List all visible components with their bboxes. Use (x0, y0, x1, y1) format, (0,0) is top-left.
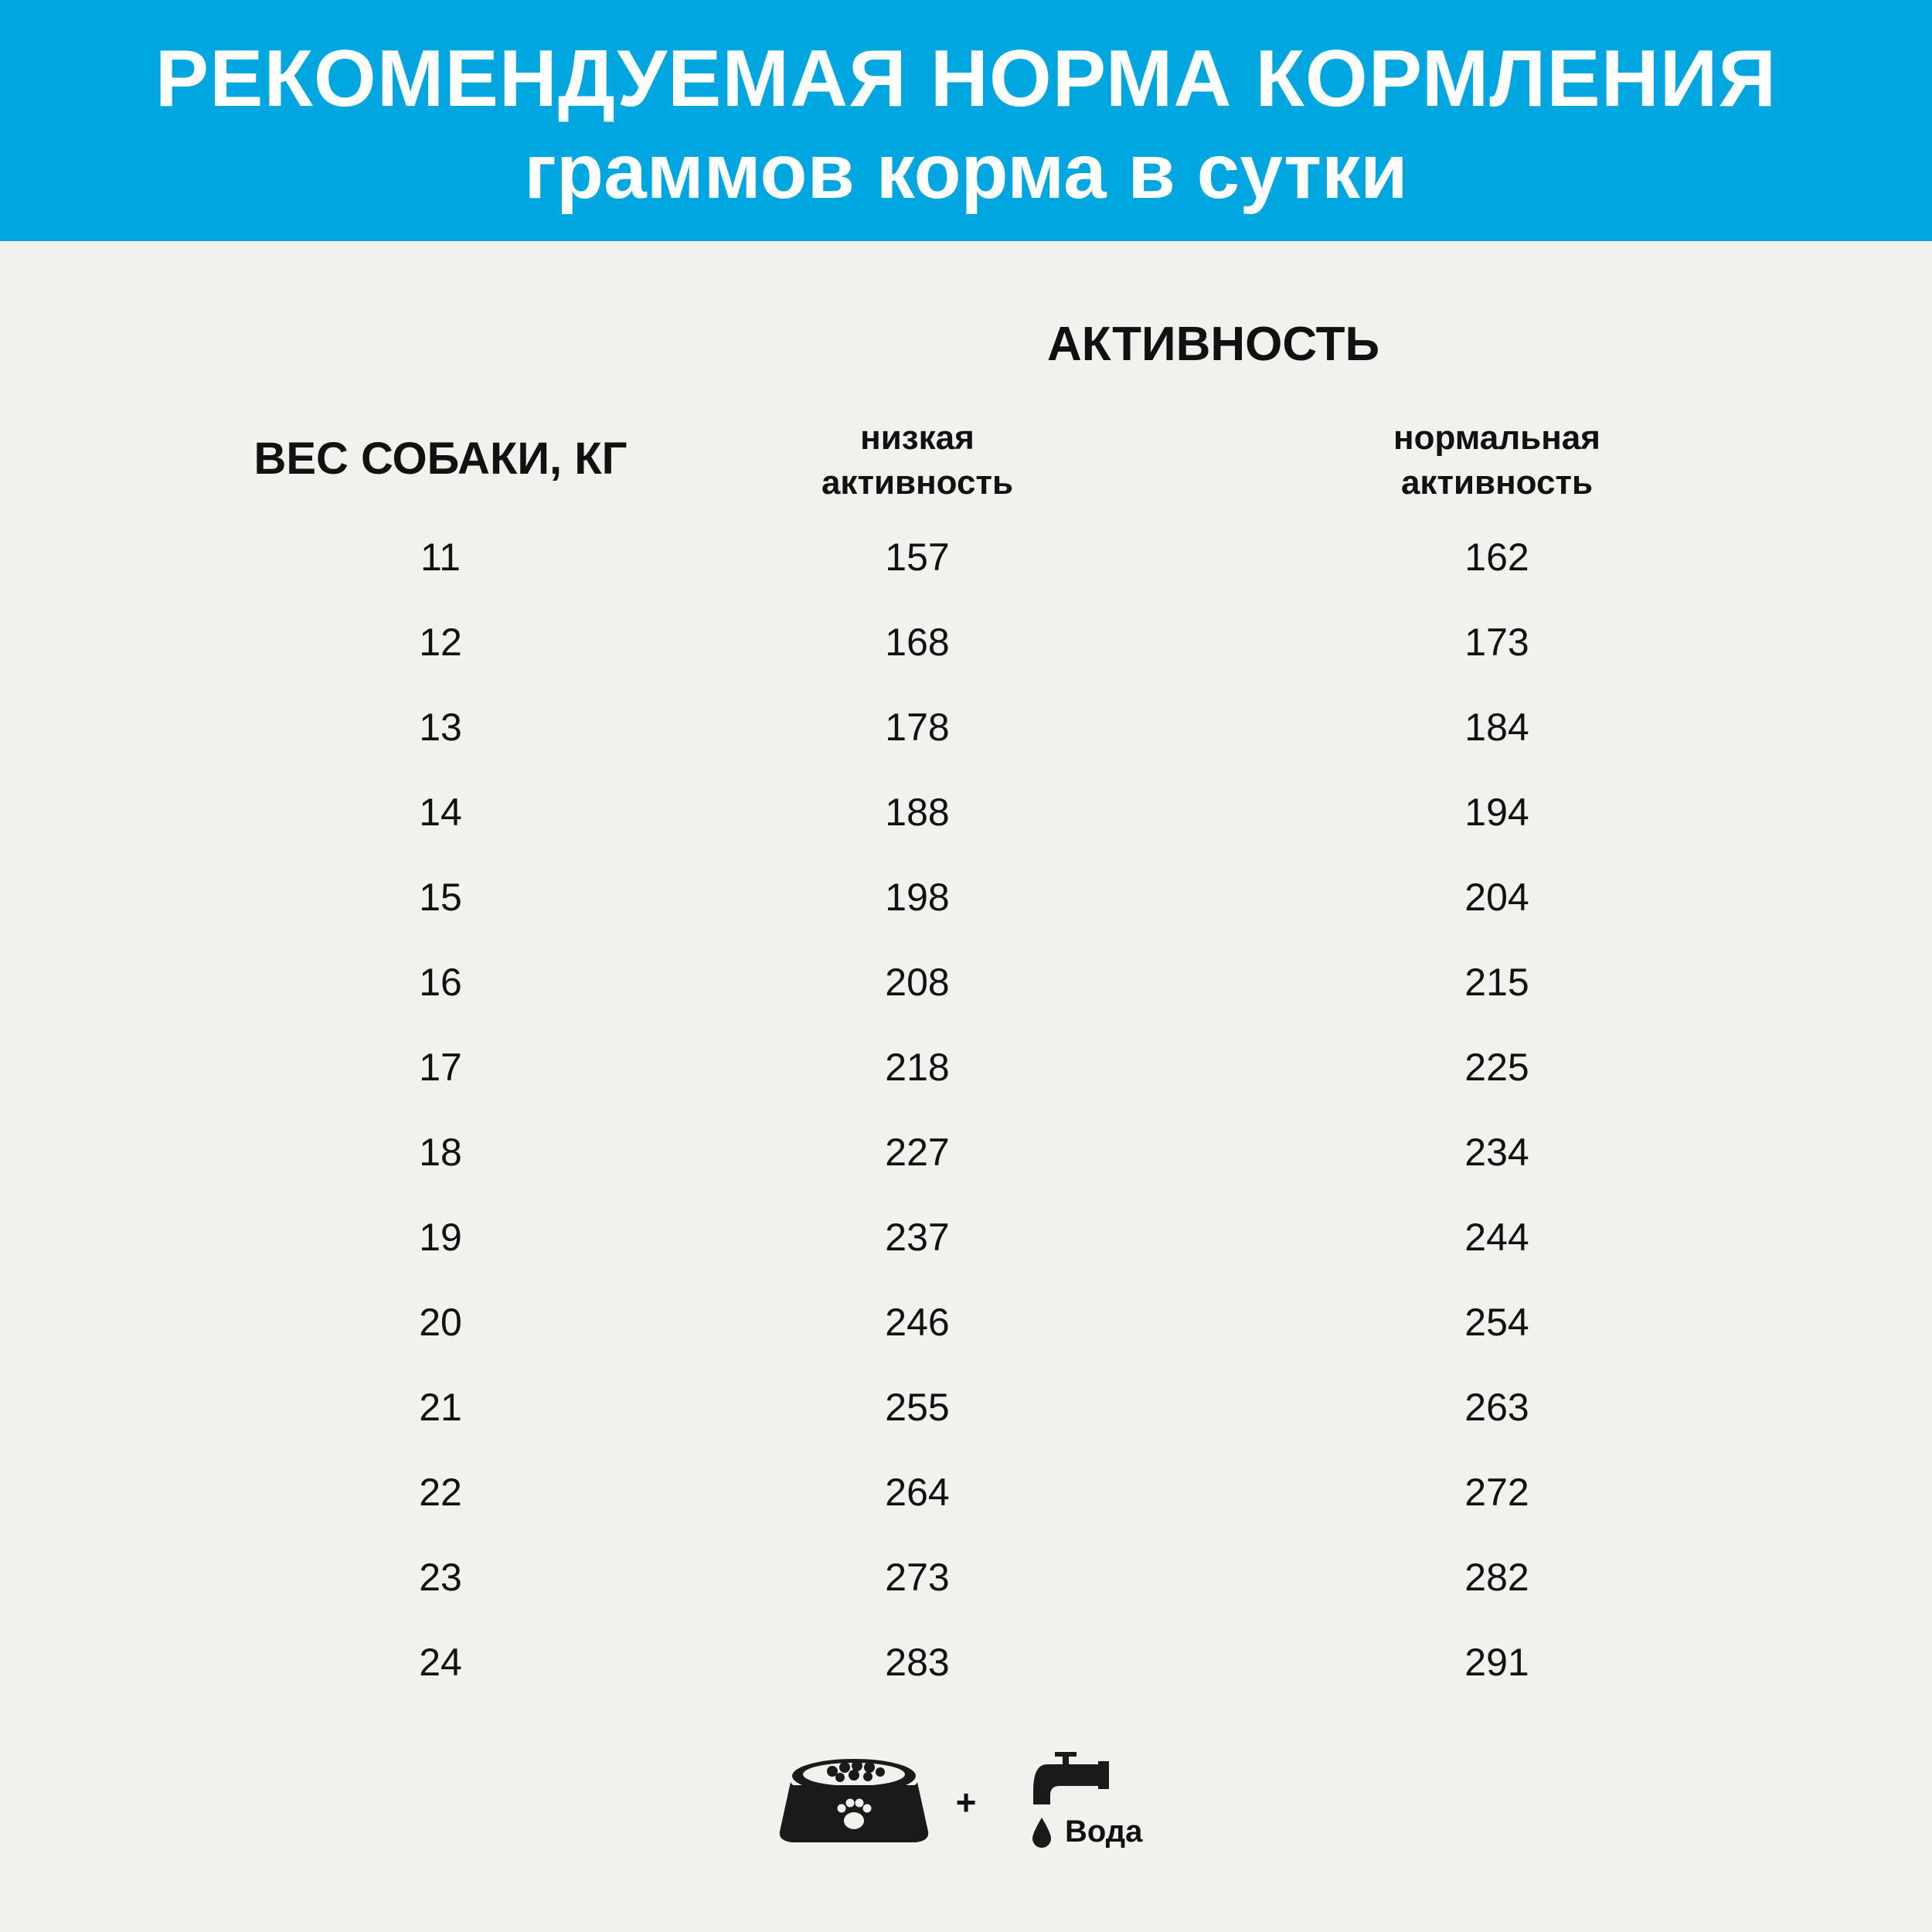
normal-activity-cell: 173 (1464, 621, 1529, 664)
dog-food-bowl-icon (777, 1754, 931, 1847)
table-row (0, 1128, 1932, 1213)
normal-activity-cell: 215 (1464, 961, 1529, 1004)
plus-sign: + (955, 1782, 977, 1822)
table-row (0, 1213, 1932, 1298)
low-activity-column-header (685, 416, 1149, 505)
table-row (0, 1638, 1932, 1723)
table-row (0, 958, 1932, 1043)
weight-cell: 24 (419, 1641, 462, 1684)
normal-activity-cell: 184 (1464, 706, 1529, 749)
normal-activity-cell: 225 (1464, 1046, 1529, 1089)
feeding-table-body (0, 533, 1932, 1723)
weight-cell: 22 (419, 1471, 462, 1514)
low-activity-cell: 218 (885, 1046, 950, 1089)
normal-activity-cell: 254 (1464, 1301, 1529, 1344)
water-label: Вода (1065, 1815, 1143, 1849)
low-activity-cell: 188 (885, 791, 950, 834)
low-activity-cell: 227 (885, 1131, 950, 1174)
page-title: РЕКОМЕНДУЕМАЯ НОРМА КОРМЛЕНИЯ (155, 34, 1777, 124)
water-tap-icon (1024, 1750, 1117, 1812)
weight-cell: 13 (419, 706, 462, 749)
table-row (0, 1553, 1932, 1638)
weight-cell: 21 (419, 1386, 462, 1429)
low-activity-header-line2: активность (821, 464, 1014, 502)
table-row (0, 1468, 1932, 1553)
normal-activity-cell: 194 (1464, 791, 1529, 834)
normal-activity-cell: 162 (1464, 536, 1529, 579)
normal-activity-cell: 272 (1464, 1471, 1529, 1514)
table-row (0, 533, 1932, 618)
low-activity-cell: 157 (885, 536, 950, 579)
normal-activity-header-line2: активность (1400, 464, 1594, 502)
low-activity-cell: 283 (885, 1641, 950, 1684)
page-subtitle: граммов корма в сутки (524, 128, 1408, 215)
normal-activity-cell: 291 (1464, 1641, 1529, 1684)
table-row (0, 703, 1932, 788)
low-activity-header-line1: низкая (860, 419, 975, 457)
weight-cell: 18 (419, 1131, 462, 1174)
normal-activity-header-line1: нормальная (1393, 419, 1600, 457)
table-row (0, 788, 1932, 873)
low-activity-cell: 178 (885, 706, 950, 749)
weight-cell: 11 (420, 536, 461, 579)
water-drop-icon (1031, 1816, 1053, 1849)
table-row (0, 1298, 1932, 1383)
low-activity-cell: 255 (885, 1386, 950, 1429)
table-row (0, 618, 1932, 703)
normal-activity-cell: 204 (1464, 876, 1529, 919)
low-activity-cell: 273 (885, 1556, 950, 1599)
table-row (0, 1043, 1932, 1128)
low-activity-cell: 264 (885, 1471, 950, 1514)
weight-cell: 17 (419, 1046, 462, 1089)
low-activity-cell: 208 (885, 961, 950, 1004)
normal-activity-cell: 263 (1464, 1386, 1529, 1429)
weight-cell: 23 (419, 1556, 462, 1599)
weight-cell: 16 (419, 961, 462, 1004)
normal-activity-cell: 244 (1464, 1216, 1529, 1259)
normal-activity-cell: 282 (1464, 1556, 1529, 1599)
weight-cell: 20 (419, 1301, 462, 1344)
weight-column-header: ВЕС СОБАКИ, КГ (253, 434, 628, 484)
normal-activity-column-header (1265, 416, 1729, 505)
normal-activity-cell: 234 (1464, 1131, 1529, 1174)
low-activity-cell: 246 (885, 1301, 950, 1344)
weight-cell: 19 (419, 1216, 462, 1259)
weight-cell: 14 (419, 791, 462, 834)
low-activity-cell: 237 (885, 1216, 950, 1259)
table-row (0, 1383, 1932, 1468)
low-activity-cell: 198 (885, 876, 950, 919)
table-row (0, 873, 1932, 958)
activity-group-header: АКТИВНОСТЬ (1046, 318, 1380, 371)
header-banner (0, 0, 1932, 241)
weight-cell: 15 (419, 876, 462, 919)
weight-cell: 12 (419, 621, 462, 664)
low-activity-cell: 168 (885, 621, 950, 664)
